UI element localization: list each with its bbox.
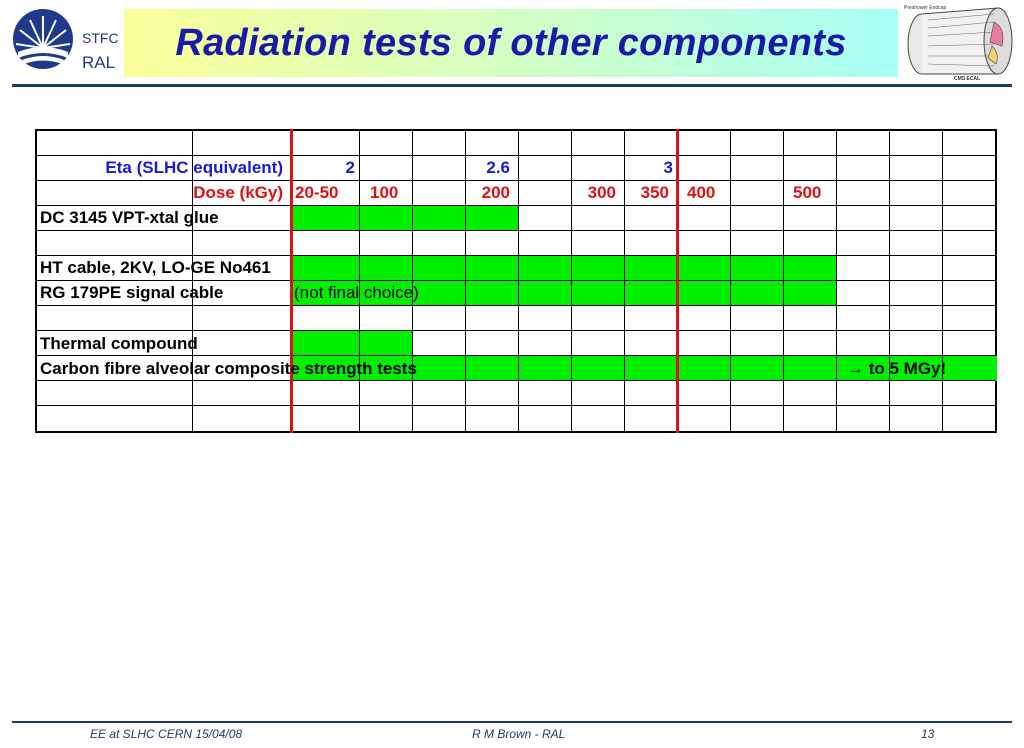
stfc-logo-icon [12,8,74,74]
table-gridline [37,405,995,406]
header-divider [12,84,1012,87]
org-name-stfc: STFC [82,30,119,46]
table-gridline [571,131,572,431]
detector-diagram-icon [902,2,1020,82]
table-gridline [37,230,995,231]
dose-value: 300 [587,183,616,202]
dose-value: 400 [687,183,716,202]
row-label: Carbon fibre alveolar composite strength tests [40,359,417,378]
table-gridline [836,131,837,431]
table-gridline [889,131,890,431]
thermal-dose-bar [292,331,413,356]
detector-caption-top: Preshower Endcap [904,5,947,11]
dose-value: 100 [370,183,399,202]
dose-label: Dose (kGy) [193,183,283,202]
title-banner [124,9,898,77]
glue-dose-bar [292,205,519,230]
table-gridline [37,305,995,306]
table-gridline [518,131,519,431]
ht-cable-dose-bar [292,255,837,280]
eta-value: 2 [345,158,355,177]
eta-marker-line [676,129,679,433]
table-gridline [730,131,731,431]
dose-value: 350 [640,183,669,202]
dose-value: 200 [481,183,510,202]
page-title: Radiation tests of other components [175,21,847,64]
table-gridline [783,131,784,431]
eta-label: Eta (SLHC equivalent) [105,158,283,177]
row-note: → to 5 MGy! [847,359,947,378]
radiation-table [35,129,997,433]
eta-value: 3 [663,158,673,177]
page-number: 13 [921,727,935,741]
footer-divider [12,721,1012,723]
table-gridline [942,131,943,431]
dose-value: 20-50 [295,183,339,202]
row-note: (not final choice) [294,283,419,302]
footer-event: EE at SLHC CERN 15/04/08 [90,727,243,741]
row-label: HT cable, 2KV, LO-GE No461 [40,258,271,277]
eta-value: 2.6 [486,158,510,177]
row-label: RG 179PE signal cable [40,283,224,302]
row-label: Thermal compound [40,334,198,353]
org-name-ral: RAL [82,53,116,72]
detector-caption-bottom: CMS ECAL [954,76,981,82]
footer-author: R M Brown - RAL [472,727,566,741]
dose-value: 500 [793,183,822,202]
row-label: DC 3145 VPT-xtal glue [40,208,219,227]
